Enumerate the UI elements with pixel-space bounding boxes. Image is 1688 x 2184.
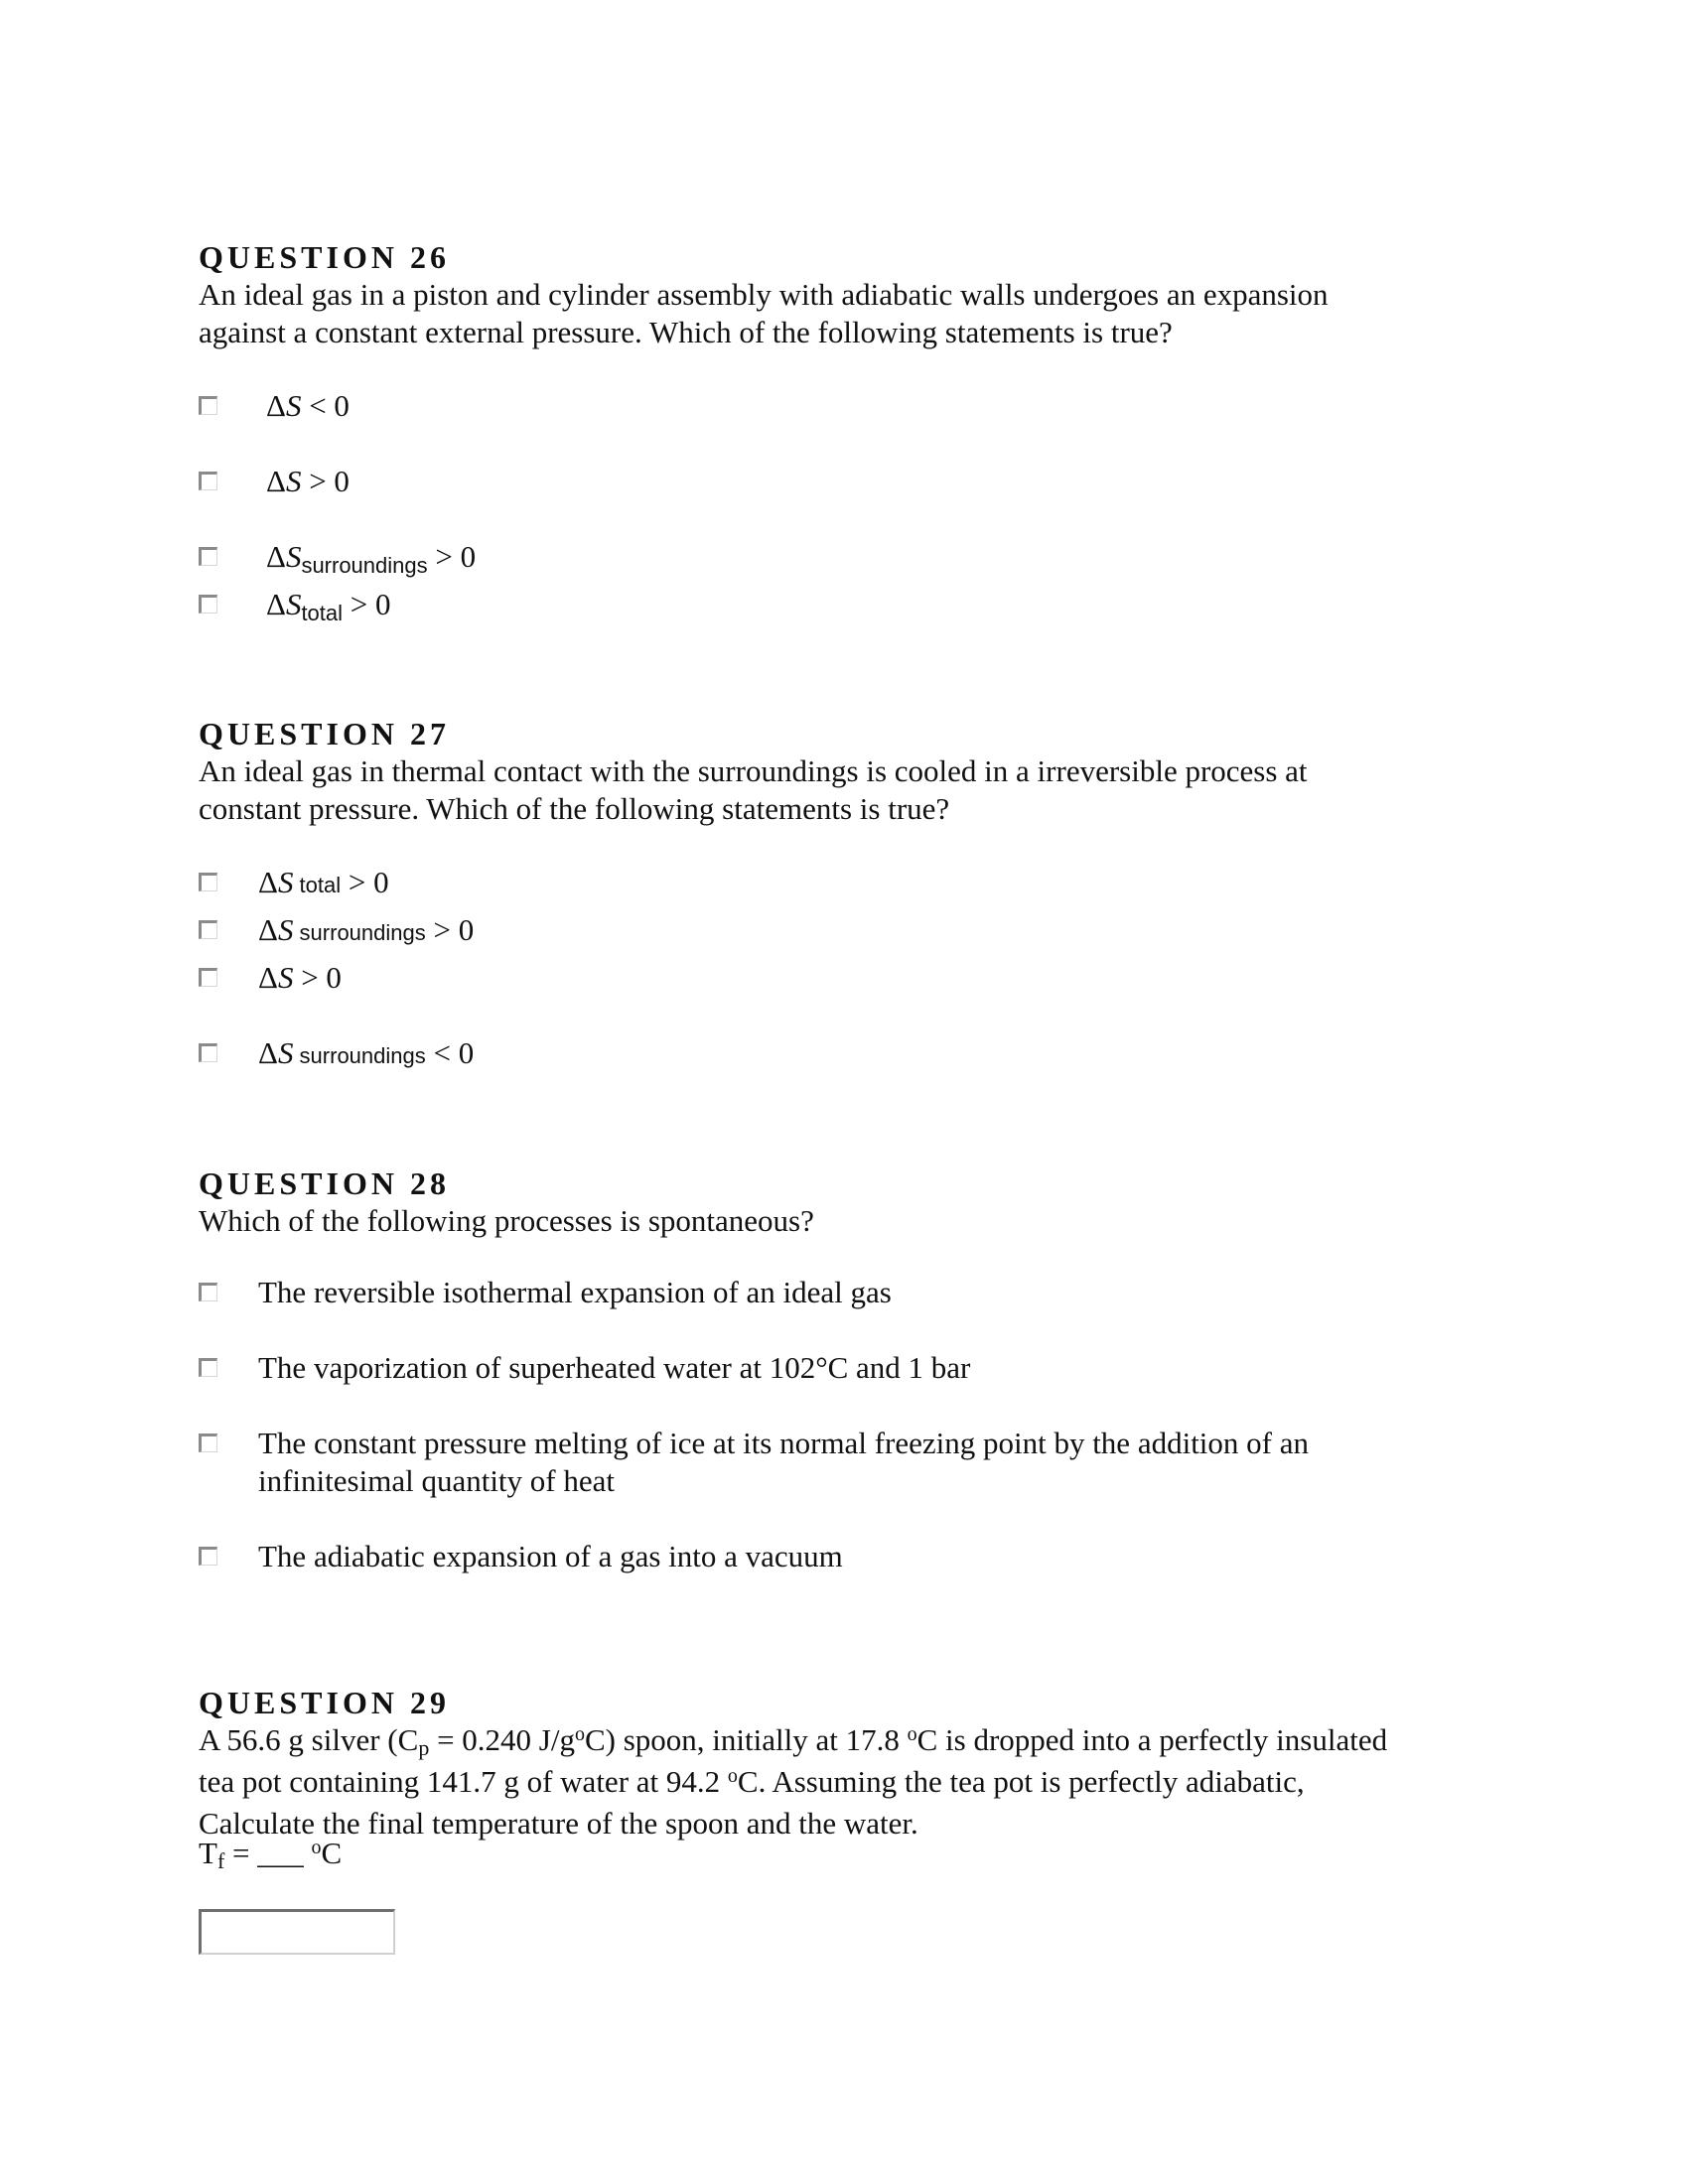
question-28 (199, 1164, 1529, 1573)
checkbox[interactable] (199, 920, 217, 939)
q28-option-4-label: The adiabatic expansion of a gas into a vacuum (258, 1539, 843, 1573)
question-29-title: QUESTION 29 (199, 1685, 450, 1720)
question-27-title: QUESTION 27 (199, 716, 450, 751)
q28-option-3-label: The constant pressure melting of ice at its normal freezing point by the addition of an infinitesimal quantity of heat (258, 1426, 1309, 1498)
question-26 (199, 238, 1529, 625)
checkbox[interactable] (199, 1283, 217, 1301)
question-28-text: Which of the following processes is spontaneous? (199, 1203, 814, 1238)
checkbox[interactable] (199, 1547, 217, 1566)
q27-option-1-label: ΔS total > 0 (258, 865, 389, 899)
q26-option-2-label: ΔS > 0 (266, 464, 350, 498)
question-27-text-line1: An ideal gas in thermal contact with the surroundings is cooled in a irreversible process at (199, 753, 1308, 788)
q26-option-3-label: ΔSsurroundings > 0 (266, 539, 477, 578)
checkbox[interactable] (199, 968, 217, 987)
checkbox[interactable] (199, 1043, 217, 1062)
checkbox[interactable] (199, 873, 217, 891)
q28-option-2-label: The vaporization of superheated water at 102°C and 1 bar (258, 1350, 971, 1385)
checkbox[interactable] (199, 1433, 217, 1452)
question-26-text-line2: against a constant external pressure. Which of the following statements is true? (199, 315, 1173, 349)
q28-option-3[interactable] (199, 1425, 1390, 1504)
q27-option-3-label: ΔS > 0 (258, 960, 342, 995)
q28-option-1-label: The reversible isothermal expansion of an ideal gas (258, 1275, 892, 1309)
question-29-text-line2: tea pot containing 141.7 g of water at 94.2 $^o$C. Assuming the tea pot is perfectly adiabatic, (199, 1764, 1305, 1799)
question-29 (199, 1684, 1529, 1873)
checkbox[interactable] (199, 396, 217, 415)
question-26-title: QUESTION 26 (199, 239, 450, 275)
checkbox[interactable] (199, 472, 217, 490)
final-temperature-label: Tf = ___ $^o$C (199, 1836, 343, 1873)
checkbox[interactable] (199, 1358, 217, 1377)
question-27 (199, 715, 1529, 1070)
question-27-text-line2: constant pressure. Which of the following statements is true? (199, 791, 950, 826)
q26-option-1-label: ΔS < 0 (266, 388, 350, 423)
question-29-text-line3: Calculate the final temperature of the spoon and the water. (199, 1806, 918, 1841)
question-28-title: QUESTION 28 (199, 1165, 450, 1201)
q27-option-4-label: ΔS surroundings < 0 (258, 1035, 475, 1070)
question-29-text-line1: A 56.6 g silver (Cp = 0.240 $J/g^oC$) spoon, initially at 17.8 $^o$C is dropped into a perfectly insulated (199, 1722, 1388, 1760)
checkbox[interactable] (199, 595, 217, 614)
question-26-text-line1: An ideal gas in a piston and cylinder assembly with adiabatic walls undergoes an expansion (199, 277, 1329, 312)
q27-option-2-label: ΔS surroundings > 0 (258, 912, 475, 947)
checkbox[interactable] (199, 547, 217, 566)
answer-input[interactable] (199, 1909, 395, 1955)
q26-option-4-label: ΔStotal > 0 (266, 587, 391, 625)
